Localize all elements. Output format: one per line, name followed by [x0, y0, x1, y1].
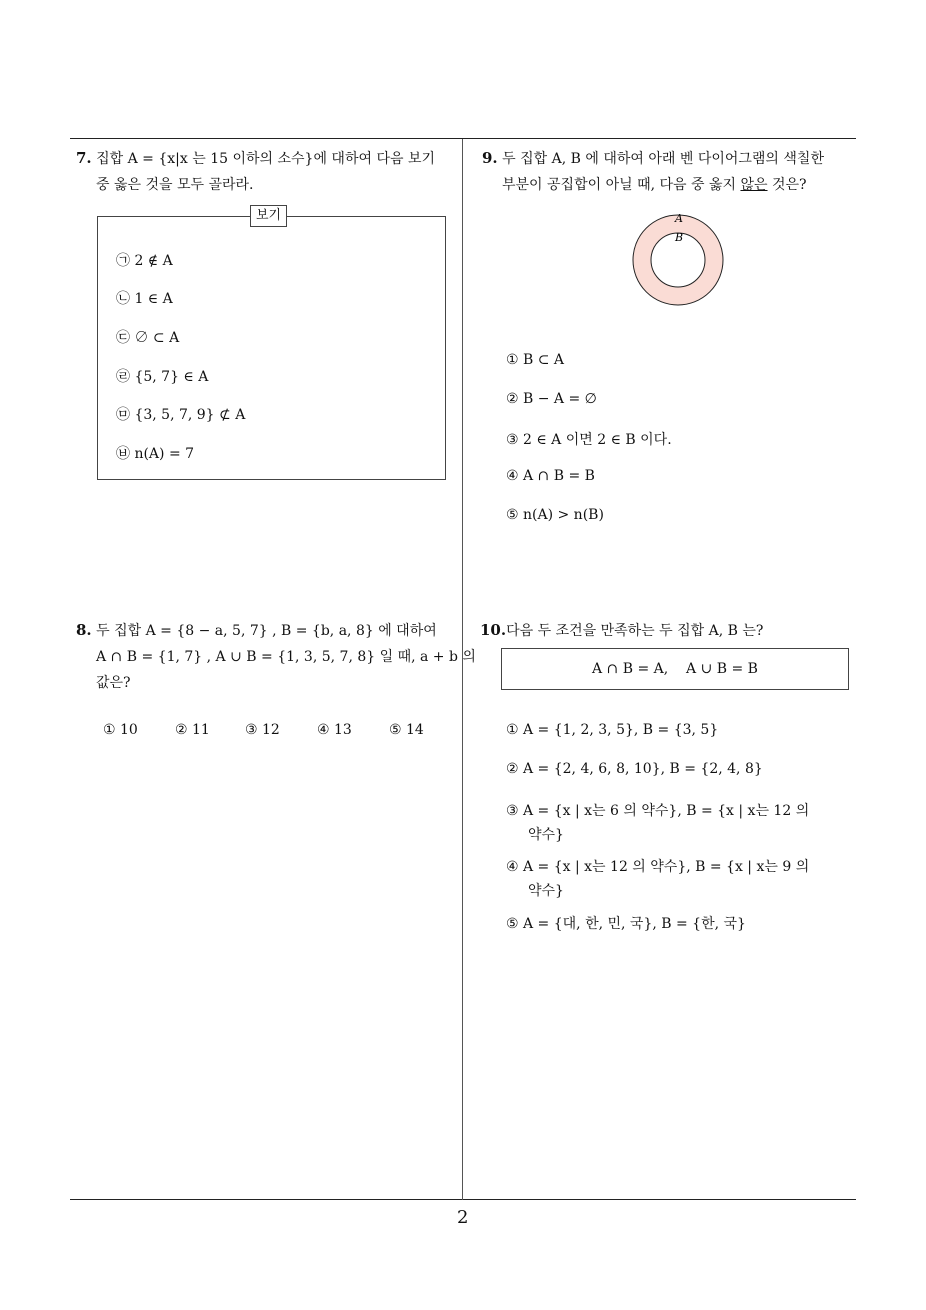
bogi-item: ㉠ 2 ∉ A: [116, 253, 173, 269]
answer-option[interactable]: ② B − A = ∅: [506, 391, 597, 407]
bogi-item: ㉡ 1 ∈ A: [116, 291, 173, 307]
question-text-line2: A ∩ B = {1, 7} , A ∪ B = {1, 3, 5, 7, 8} 일 때, a + b 의: [96, 649, 476, 665]
question-number: 10.: [480, 621, 507, 639]
question-number: 9.: [482, 149, 498, 167]
question-text-line1: 집합 A = {x|x 는 15 이하의 소수}에 대하여 다음 보기: [96, 151, 435, 167]
answer-option[interactable]: ⑤ A = {대, 한, 민, 국}, B = {한, 국}: [506, 916, 746, 932]
venn-label-b: B: [675, 231, 684, 244]
condition-box: [501, 648, 849, 690]
answer-option[interactable]: ④ 13: [317, 722, 352, 738]
bogi-item: ㉤ {3, 5, 7, 9} ⊄ A: [116, 407, 246, 423]
question-text-line1: 두 집합 A, B 에 대하여 아래 벤 다이어그램의 색칠한: [502, 151, 824, 167]
answer-option[interactable]: ⑤ 14: [389, 722, 424, 738]
venn-diagram: [630, 212, 730, 308]
answer-option[interactable]: ② A = {2, 4, 6, 8, 10}, B = {2, 4, 8}: [506, 761, 763, 777]
bogi-item: ㉢ ∅ ⊂ A: [116, 330, 180, 346]
question-number: 8.: [76, 621, 92, 639]
answer-option[interactable]: ② 11: [175, 722, 210, 738]
page-number: 2: [457, 1207, 469, 1228]
question-text-line3: 값은?: [96, 675, 131, 691]
question-text-part: 것은?: [767, 177, 807, 193]
question-text-part: 부분이 공집합이 아닐 때, 다음 중 옳지: [502, 177, 741, 193]
underlined-emphasis: 않은: [740, 177, 768, 193]
bottom-rule: [70, 1199, 856, 1200]
condition-text: A ∩ B = A, A ∪ B = B: [592, 661, 758, 677]
bogi-label: 보기: [250, 205, 287, 227]
question-number: 7.: [76, 149, 92, 167]
bogi-item: ㉣ {5, 7} ∈ A: [116, 369, 209, 385]
top-rule: [70, 138, 856, 139]
answer-option[interactable]: ① A = {1, 2, 3, 5}, B = {3, 5}: [506, 722, 719, 738]
answer-option-continuation: 약수}: [528, 827, 564, 843]
question-text-line1: 두 집합 A = {8 − a, 5, 7} , B = {b, a, 8} 에 대하여: [96, 623, 437, 639]
answer-option[interactable]: ③ 12: [245, 722, 280, 738]
answer-option[interactable]: ⑤ n(A) > n(B): [506, 507, 604, 523]
answer-option[interactable]: ① B ⊂ A: [506, 352, 565, 368]
answer-option[interactable]: ④ A = {x | x는 12 의 약수}, B = {x | x는 9 의: [506, 859, 810, 875]
answer-option[interactable]: ④ A ∩ B = B: [506, 468, 595, 484]
bogi-item: ㉥ n(A) = 7: [116, 446, 195, 462]
answer-option-continuation: 약수}: [528, 883, 564, 899]
answer-option[interactable]: ③ A = {x | x는 6 의 약수}, B = {x | x는 12 의: [506, 803, 810, 819]
answer-option[interactable]: ③ 2 ∈ A 이면 2 ∈ B 이다.: [506, 432, 672, 448]
question-text: 다음 두 조건을 만족하는 두 집합 A, B 는?: [506, 623, 764, 639]
answer-option[interactable]: ① 10: [103, 722, 138, 738]
question-text-line2: 중 옳은 것을 모두 골라라.: [96, 177, 254, 193]
venn-label-a: A: [675, 212, 683, 225]
question-text-line2: [502, 172, 807, 199]
